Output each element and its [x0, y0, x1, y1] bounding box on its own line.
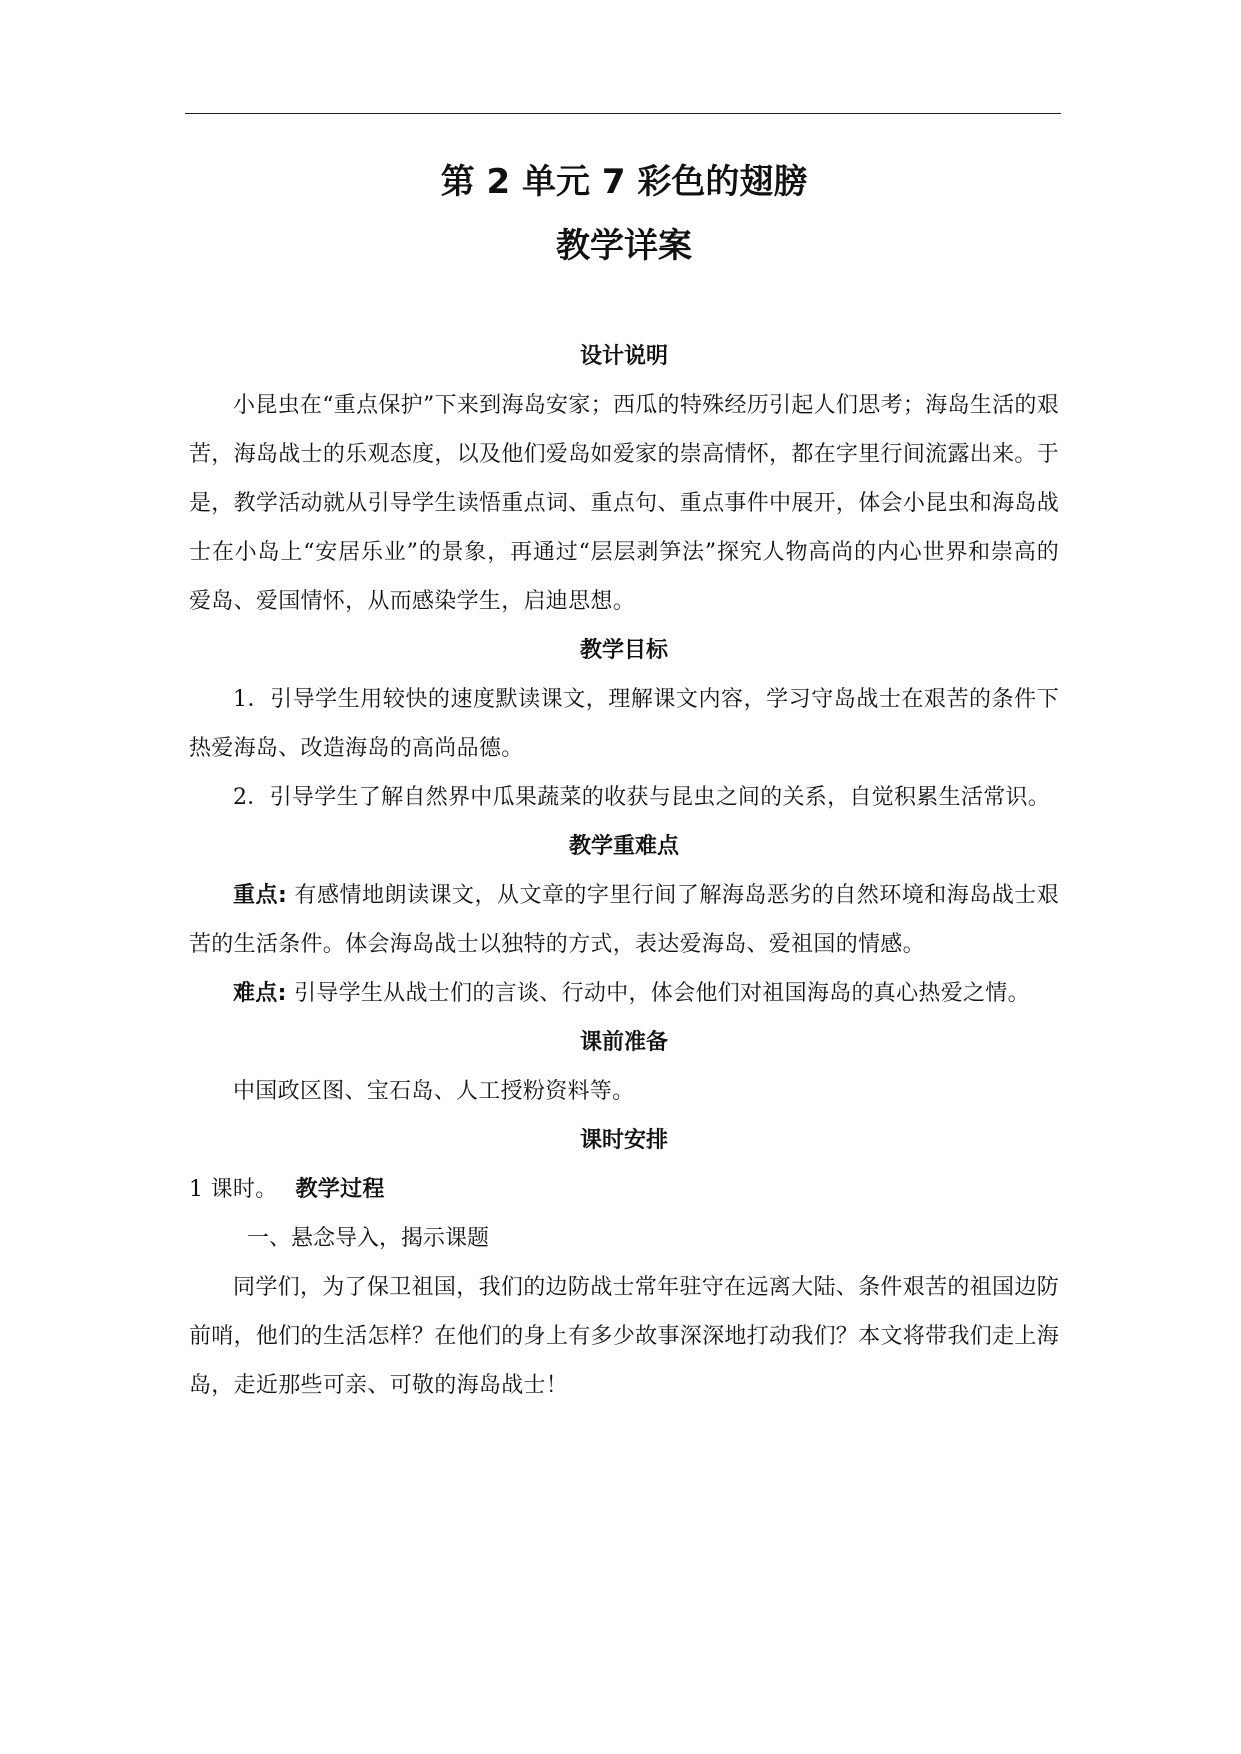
document-subtitle: 教学详案 [556, 226, 692, 266]
design-heading: 设计说明 [579, 344, 668, 369]
focus-text: 有感情地朗读课文，从文章的字里行间了解海岛恶劣的自然环境和海岛战士艰苦的生活条件。体会海岛战士以独特的方式，表达爱海岛、爱祖国的情感。 [189, 883, 1059, 957]
preparation-heading: 课前准备 [579, 1030, 668, 1055]
preparation-paragraph: 中国政区图、宝石岛、人工授粉资料等。 [233, 1079, 635, 1104]
step1-heading: 一、悬念导入，揭示课题 [247, 1226, 490, 1251]
document-content [189, 150, 1059, 1410]
header-rule [185, 113, 1061, 114]
goals-heading: 教学目标 [579, 638, 668, 663]
focus-label: 重点: [233, 883, 288, 908]
step1-paragraph: 同学们，为了保卫祖国，我们的边防战士常年驻守在远离大陆、条件艰苦的祖国边防前哨，他们的生活怎样？在他们的身上有多少故事深深地打动我们？本文将带我们走上海岛，走近那些可亲、可敬的海岛战士！ [189, 1275, 1059, 1398]
schedule-text: 1 课时。 [189, 1177, 278, 1202]
focus-paragraph [189, 871, 1059, 969]
difficulty-text: 引导学生从战士们的言谈、行动中，体会他们对祖国海岛的真心热爱之情。 [286, 981, 1030, 1006]
design-paragraph: 小昆虫在“重点保护”下来到海岛安家；西瓜的特殊经历引起人们思考；海岛生活的艰苦，海岛战士的乐观态度，以及他们爱岛如爱家的崇高情怀，都在字里行间流露出来。于是，教学活动就从引导学生读悟重点词、重点句、重点事件中展开，体会小昆虫和海岛战士在小岛上“安居乐业”的景象，再通过“层层剥笋法”探究人物高尚的内心世界和崇高的爱岛、爱国情怀，从而感染学生，启迪思想。 [189, 393, 1059, 614]
key-points-heading: 教学重难点 [568, 834, 679, 859]
goal-item-1: 1．引导学生用较快的速度默读课文，理解课文内容，学习守岛战士在艰苦的条件下热爱海岛、改造海岛的高尚品德。 [189, 687, 1059, 761]
difficulty-label: 难点: [233, 981, 287, 1006]
document-title: 第 2 单元 7 彩色的翅膀 [440, 162, 808, 202]
schedule-heading: 课时安排 [579, 1128, 668, 1153]
goal-item-2: 2．引导学生了解自然界中瓜果蔬菜的收获与昆虫之间的关系，自觉积累生活常识。 [233, 785, 1051, 810]
process-heading: 教学过程 [295, 1177, 385, 1202]
difficulty-paragraph [189, 969, 1059, 1018]
schedule-line [189, 1165, 1059, 1214]
